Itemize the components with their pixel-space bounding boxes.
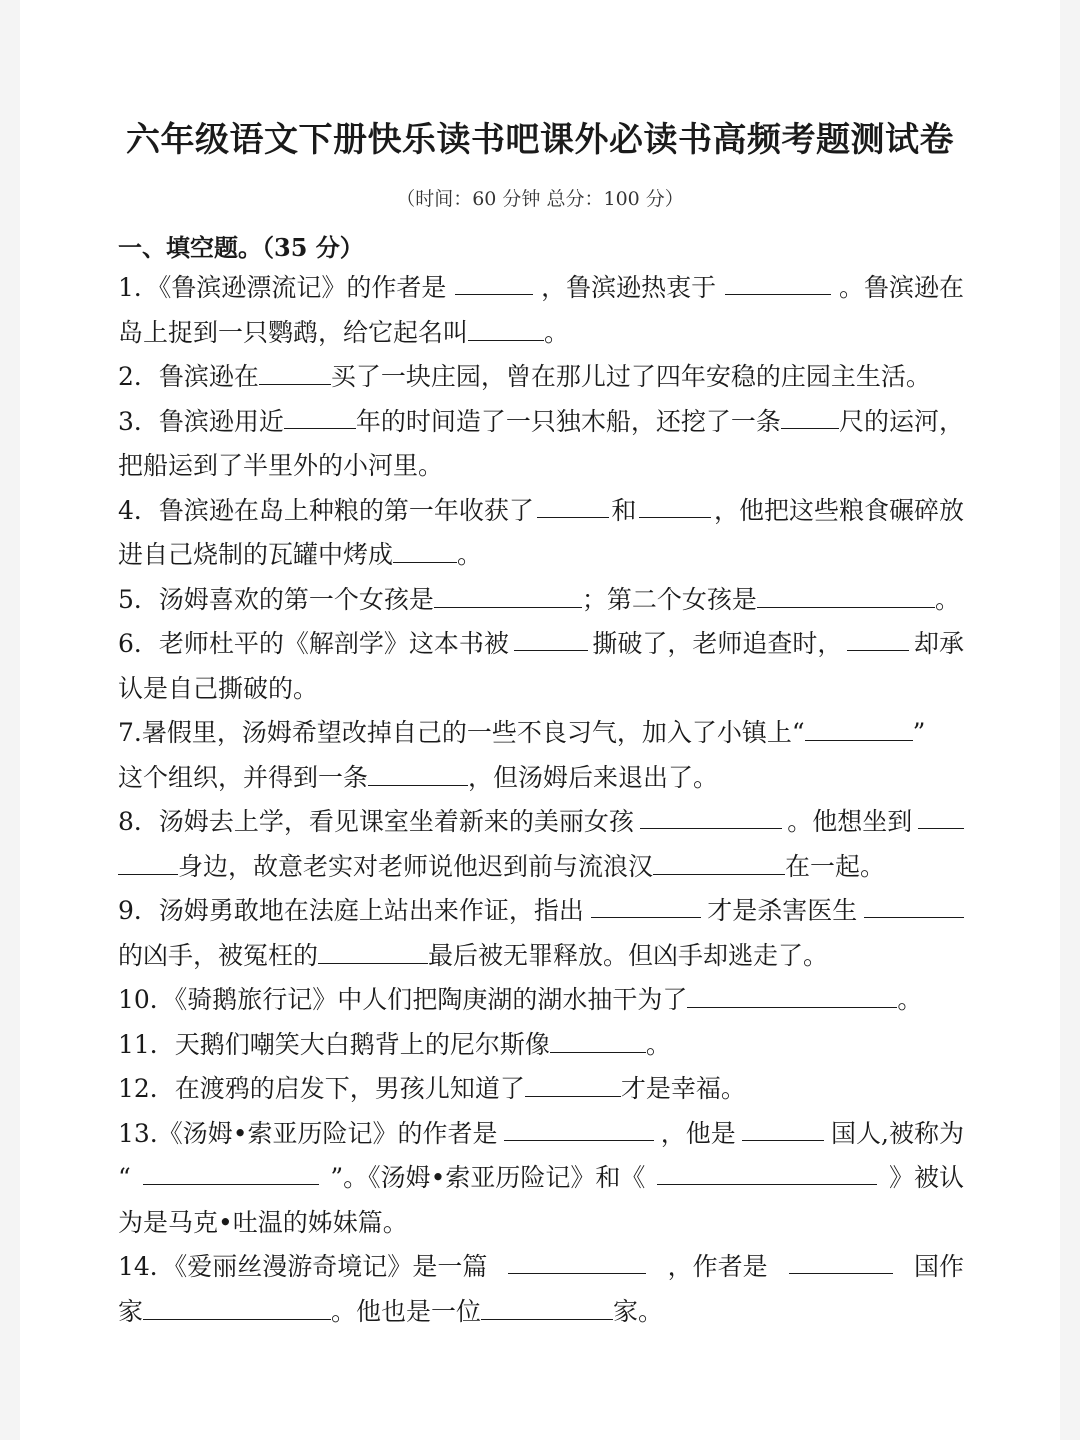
answer-blank[interactable]	[657, 1156, 877, 1185]
q5-text-a: 5．汤姆喜欢的第一个女孩是	[118, 584, 434, 614]
answer-blank[interactable]	[143, 1291, 331, 1320]
q13-text-g: 为是马克•吐温的姊妹篇。	[118, 1207, 408, 1237]
question-4	[118, 489, 964, 578]
q6-text-a: 6．老师杜平的《解剖学》这本书被	[118, 629, 509, 658]
q4-text-a: 4．鲁滨逊在岛上种粮的第一年收获了	[118, 495, 534, 525]
q5-text-b: ；第二个女孩是	[581, 584, 757, 614]
question-8	[118, 800, 964, 889]
q1-text-c: 。鲁滨逊在	[838, 273, 964, 302]
q4-text-b: 和	[611, 495, 637, 525]
answer-blank[interactable]	[514, 622, 588, 651]
question-9	[118, 889, 964, 978]
question-11	[118, 1023, 964, 1068]
q1-text-a: 1．《鲁滨逊漂流记》的作者是	[118, 273, 447, 302]
question-list	[118, 266, 964, 1334]
q4-text-e: 。	[457, 540, 483, 569]
q3-text-b: 年的时间造了一只独木船，还挖了一条	[355, 406, 781, 436]
question-10	[118, 978, 964, 1023]
answer-blank[interactable]	[864, 889, 964, 918]
q13-text-b: ，他是	[660, 1118, 736, 1148]
answer-blank[interactable]	[653, 846, 785, 875]
q13-text-c: 国人,被称为	[831, 1118, 964, 1148]
q13-text-a: 13.《汤姆•索亚历险记》的作者是	[118, 1118, 498, 1148]
q1-text-e: 。	[544, 317, 570, 347]
question-5	[118, 578, 964, 623]
q10-text-a: 10．《骑鹅旅行记》中人们把陶庚湖的湖水抽干为了	[118, 985, 688, 1014]
q2-text-a: 2．鲁滨逊在	[118, 362, 259, 391]
answer-blank[interactable]	[725, 266, 831, 295]
q14-text-e: 。他也是一位	[331, 1296, 482, 1326]
q14-text-f: 家。	[613, 1296, 664, 1326]
question-13	[118, 1112, 964, 1246]
q9-text-b: 才是杀害医生	[707, 896, 858, 925]
question-6	[118, 622, 964, 711]
answer-blank[interactable]	[118, 846, 178, 875]
answer-blank[interactable]	[284, 400, 356, 429]
q13-text-d: “	[118, 1163, 131, 1192]
q3-text-d: 把船运到了半里外的小河里。	[118, 451, 444, 480]
answer-blank[interactable]	[757, 579, 935, 608]
answer-blank[interactable]	[318, 935, 428, 964]
q7-text-d: ，但汤姆后来退出了。	[468, 762, 719, 792]
q4-text-d: 进自己烧制的瓦罐中烤成	[118, 540, 394, 569]
answer-blank[interactable]	[591, 889, 701, 918]
answer-blank[interactable]	[805, 712, 913, 741]
question-12	[118, 1067, 964, 1112]
question-14	[118, 1245, 964, 1334]
q9-text-a: 9．汤姆勇敢地在法庭上站出来作证，指出	[118, 896, 584, 925]
answer-blank[interactable]	[781, 400, 839, 429]
question-1	[118, 266, 964, 355]
answer-blank[interactable]	[481, 1291, 613, 1320]
answer-blank[interactable]	[468, 312, 544, 341]
question-7	[118, 711, 964, 800]
answer-blank[interactable]	[639, 489, 711, 518]
q9-text-c: 的凶手，被冤枉的	[118, 940, 319, 970]
q1-text-d: 岛上捉到一只鹦鹉，给它起名叫	[118, 317, 469, 347]
answer-blank[interactable]	[455, 266, 533, 295]
q3-text-a: 3．鲁滨逊用近	[118, 406, 284, 436]
q11-text-b: 。	[645, 1029, 671, 1059]
q8-text-a: 8．汤姆去上学，看见课室坐着新来的美丽女孩	[118, 807, 634, 836]
q10-text-b: 。	[897, 985, 923, 1014]
answer-blank[interactable]	[434, 579, 582, 608]
answer-blank[interactable]	[508, 1245, 646, 1274]
q3-text-c: 尺的运河，	[838, 406, 964, 436]
q7-text-b: ”	[912, 718, 926, 747]
answer-blank[interactable]	[918, 800, 964, 829]
q8-text-b: 。他想坐到	[787, 807, 913, 836]
q6-text-c: 却承	[913, 629, 964, 658]
answer-blank[interactable]	[550, 1024, 646, 1053]
answer-blank[interactable]	[259, 356, 331, 385]
section-heading: 一、填空题。（35 分）	[118, 233, 364, 262]
q4-text-c: ，他把这些粮食碾碎放	[713, 495, 964, 525]
answer-blank[interactable]	[847, 622, 909, 651]
q14-text-b: ，作者是	[667, 1252, 768, 1281]
q14-text-d: 家	[118, 1296, 144, 1326]
answer-blank[interactable]	[525, 1068, 621, 1097]
q6-text-b: 撕破了，老师追查时，	[592, 629, 843, 658]
q2-text-b: 买了一块庄园，曾在那儿过了四年安稳的庄园主生活。	[330, 362, 931, 391]
answer-blank[interactable]	[789, 1245, 893, 1274]
q12-text-b: 才是幸福。	[620, 1074, 746, 1103]
question-2	[118, 355, 964, 400]
exam-info: （时间：60 分钟 总分：100 分）	[396, 188, 684, 210]
answer-blank[interactable]	[393, 534, 457, 563]
q6-text-d: 认是自己撕破的。	[118, 673, 319, 703]
q7-text-c: 这个组织，并得到一条	[118, 762, 369, 792]
answer-blank[interactable]	[143, 1156, 319, 1185]
q8-text-c: 身边，故意老实对老师说他迟到前与流浪汉	[178, 851, 654, 881]
q14-text-c: 国作	[913, 1252, 964, 1281]
q5-text-c: 。	[934, 584, 960, 614]
q14-text-a: 14．《爱丽丝漫游奇境记》是一篇	[118, 1252, 488, 1281]
page-title: 六年级语文下册快乐读书吧课外必读书高频考题测试卷	[126, 120, 954, 160]
answer-blank[interactable]	[742, 1112, 824, 1141]
q13-text-e: ”。《汤姆•索亚历险记》和《	[330, 1163, 646, 1192]
answer-blank[interactable]	[368, 757, 468, 786]
q1-text-b: ，鲁滨逊热衷于	[541, 273, 717, 302]
q8-text-d: 在一起。	[785, 851, 886, 881]
answer-blank[interactable]	[687, 979, 897, 1008]
question-3	[118, 400, 964, 489]
answer-blank[interactable]	[504, 1112, 654, 1141]
answer-blank[interactable]	[640, 800, 782, 829]
q9-text-d: 最后被无罪释放。但凶手却逃走了。	[428, 940, 829, 970]
q13-text-f: 》被认	[888, 1163, 964, 1192]
q12-text-a: 12．在渡鸦的启发下，男孩儿知道了	[118, 1074, 525, 1103]
answer-blank[interactable]	[537, 489, 609, 518]
q11-text-a: 11．天鹅们嘲笑大白鹅背上的尼尔斯像	[118, 1029, 550, 1059]
q7-text-a: 7.暑假里，汤姆希望改掉自己的一些不良习气，加入了小镇上“	[118, 718, 805, 747]
